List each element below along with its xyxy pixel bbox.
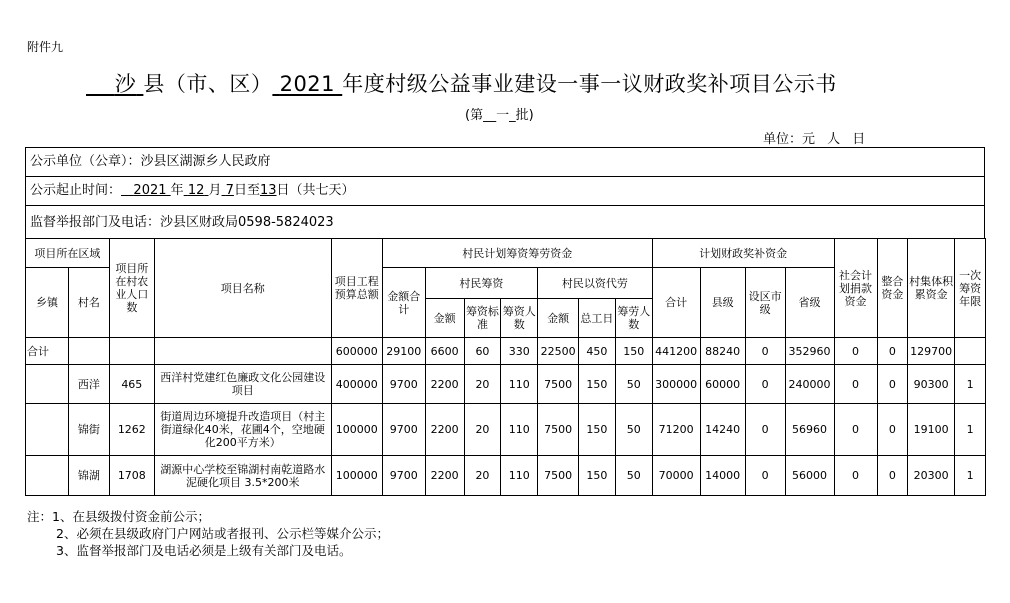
document-title [86, 68, 837, 98]
row-county: 14000 [700, 456, 745, 496]
row-collective: 19100 [908, 404, 955, 456]
table-row [26, 456, 986, 496]
row-province: 56000 [785, 456, 834, 496]
header-population: 项目所在村农业人口数 [109, 239, 154, 338]
header-integrated-funds: 整合资金 [877, 239, 908, 338]
total-label: 合计 [26, 338, 69, 365]
header-county-level: 县级 [700, 268, 745, 338]
header-labor-amount: 金额 [538, 299, 579, 338]
total-social: 0 [834, 338, 877, 365]
row-township [26, 404, 69, 456]
row-budget: 100000 [331, 456, 382, 496]
row-raise-standard: 20 [464, 456, 501, 496]
title-county: 沙 [114, 72, 137, 96]
note-2: 2、必须在县级政府门户网站或者报刊、公示栏等媒介公示； [56, 526, 389, 541]
period-year: 2021 [133, 183, 167, 198]
header-collective-funds: 村集体积累资金 [908, 239, 955, 338]
row-labor-people: 50 [615, 365, 652, 404]
row-raise-amount: 2200 [425, 365, 464, 404]
row-social: 0 [834, 404, 877, 456]
row-raise-standard: 20 [464, 404, 501, 456]
row-city: 0 [745, 456, 785, 496]
header-budget: 项目工程预算总额 [331, 239, 382, 338]
row-fiscal: 70000 [652, 456, 700, 496]
row-collective: 20300 [908, 456, 955, 496]
row-raise-people: 110 [501, 456, 538, 496]
row-county: 60000 [700, 365, 745, 404]
row-township [26, 456, 69, 496]
row-work-days: 150 [579, 456, 616, 496]
row-limit: 1 [955, 365, 986, 404]
row-city: 0 [745, 404, 785, 456]
total-work-days: 450 [579, 338, 616, 365]
row-work-days: 150 [579, 404, 616, 456]
header-social-donation: 社会计划捐款资金 [834, 239, 877, 338]
header-township: 乡镇 [26, 268, 69, 338]
row-social: 0 [834, 456, 877, 496]
batch-label: (第__一_批) [465, 108, 534, 123]
row-project-name: 湖源中心学校至锦湖村南乾道路水泥硬化项目 3.5*200米 [154, 456, 331, 496]
row-population: 465 [109, 365, 154, 404]
supervision-row [25, 205, 985, 238]
title-rest: 年度村级公益事业建设一事一议财政奖补项目公示书 [342, 72, 837, 96]
total-amount-total: 29100 [382, 338, 425, 365]
header-work-days: 总工日 [579, 299, 616, 338]
total-village [68, 338, 109, 365]
period-day-end: 13 [259, 183, 277, 198]
row-labor-amount: 7500 [538, 404, 579, 456]
total-raise-amount: 6600 [425, 338, 464, 365]
row-township [26, 365, 69, 404]
period-day-start: 7 [225, 183, 234, 198]
row-project-name: 街道周边环境提升改造项目（村主街道绿化40米，花圃4个，空地硬化200平方米） [154, 404, 331, 456]
row-city: 0 [745, 365, 785, 404]
header-raise-limit: 一次筹资年限 [955, 239, 986, 338]
total-city: 0 [745, 338, 785, 365]
header-area: 项目所在区域 [26, 239, 110, 268]
period-prefix: 公示起止时间： [30, 183, 122, 198]
row-integrated: 0 [877, 456, 908, 496]
period-mid: 日至 [233, 183, 260, 198]
note-1: 注：1、在县级拨付资金前公示； [27, 509, 210, 524]
header-project-name: 项目名称 [154, 239, 331, 338]
period-row [25, 176, 985, 205]
header-villager-funds: 村民计划筹资筹劳资金 [382, 239, 652, 268]
table-row [26, 404, 986, 456]
header-province-level: 省级 [785, 268, 834, 338]
row-raise-standard: 20 [464, 365, 501, 404]
row-project-name: 西洋村党建红色廉政文化公园建设项目 [154, 365, 331, 404]
publisher-text: 公示单位（公章）：沙县区湖源乡人民政府 [30, 154, 271, 169]
row-village: 锦湖 [68, 456, 109, 496]
header-village: 村名 [68, 268, 109, 338]
header-labor-people: 筹劳人数 [615, 299, 652, 338]
title-year: 2021 [279, 72, 336, 96]
total-row [26, 338, 986, 365]
total-county: 88240 [700, 338, 745, 365]
header-row-1 [26, 239, 986, 268]
row-labor-amount: 7500 [538, 456, 579, 496]
header-villager-raise: 村民筹资 [425, 268, 537, 299]
publisher-row [25, 147, 985, 176]
total-province: 352960 [785, 338, 834, 365]
total-limit [955, 338, 986, 365]
total-collective: 129700 [908, 338, 955, 365]
header-amount-total: 金额合计 [382, 268, 425, 338]
header-villager-labor: 村民以资代劳 [538, 268, 653, 299]
supervision-text: 监督举报部门及电话：沙县区财政局0598-5824023 [30, 215, 334, 230]
row-raise-people: 110 [501, 404, 538, 456]
row-fiscal: 300000 [652, 365, 700, 404]
period-month-unit: 月 [208, 183, 222, 198]
attachment-label: 附件九 [27, 40, 64, 54]
row-village: 锦街 [68, 404, 109, 456]
row-budget: 400000 [331, 365, 382, 404]
header-raise-people: 筹资人数 [501, 299, 538, 338]
row-amount-total: 9700 [382, 456, 425, 496]
row-budget: 100000 [331, 404, 382, 456]
row-raise-people: 110 [501, 365, 538, 404]
row-village: 西洋 [68, 365, 109, 404]
header-fiscal-award: 计划财政奖补资金 [652, 239, 834, 268]
header-raise-amount: 金额 [425, 299, 464, 338]
row-collective: 90300 [908, 365, 955, 404]
total-name [154, 338, 331, 365]
row-labor-people: 50 [615, 404, 652, 456]
project-table [25, 238, 986, 496]
row-amount-total: 9700 [382, 365, 425, 404]
row-raise-amount: 2200 [425, 404, 464, 456]
unit-line: 单位：元 人 日 [763, 132, 866, 147]
row-labor-amount: 7500 [538, 365, 579, 404]
row-limit: 1 [955, 404, 986, 456]
row-province: 240000 [785, 365, 834, 404]
row-fiscal: 71200 [652, 404, 700, 456]
table-row [26, 365, 986, 404]
period-month: 12 [187, 183, 205, 198]
total-raise-people: 330 [501, 338, 538, 365]
total-labor-amount: 22500 [538, 338, 579, 365]
total-labor-people: 150 [615, 338, 652, 365]
period-suffix: 日（共七天） [276, 183, 355, 198]
total-population [109, 338, 154, 365]
title-county-text: 县（市、区） [143, 72, 273, 96]
row-social: 0 [834, 365, 877, 404]
notes [27, 508, 389, 559]
row-province: 56960 [785, 404, 834, 456]
total-raise-standard: 60 [464, 338, 501, 365]
header-raise-standard: 筹资标准 [464, 299, 501, 338]
row-integrated: 0 [877, 365, 908, 404]
header-total: 合计 [652, 268, 700, 338]
row-work-days: 150 [579, 365, 616, 404]
header-city-level: 设区市级 [745, 268, 785, 338]
row-population: 1262 [109, 404, 154, 456]
row-amount-total: 9700 [382, 404, 425, 456]
row-integrated: 0 [877, 404, 908, 456]
period-year-unit: 年 [170, 183, 184, 198]
total-integrated: 0 [877, 338, 908, 365]
note-3: 3、监督举报部门及电话必须是上级有关部门及电话。 [56, 543, 352, 558]
row-raise-amount: 2200 [425, 456, 464, 496]
row-county: 14240 [700, 404, 745, 456]
row-limit: 1 [955, 456, 986, 496]
total-budget: 600000 [331, 338, 382, 365]
row-labor-people: 50 [615, 456, 652, 496]
row-population: 1708 [109, 456, 154, 496]
total-fiscal: 441200 [652, 338, 700, 365]
